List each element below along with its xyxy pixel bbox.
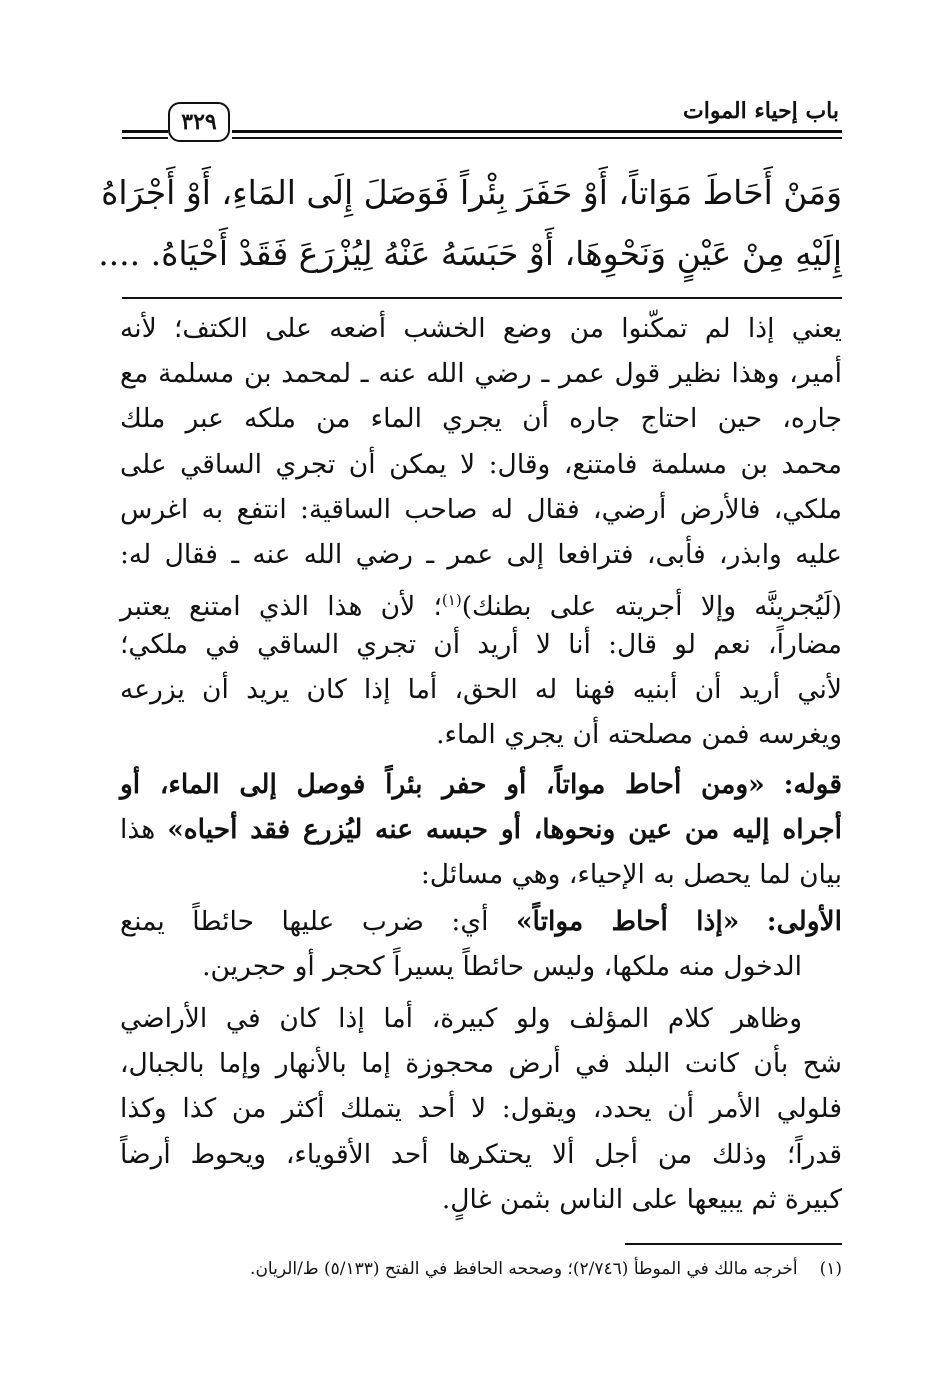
matn-separator [122, 297, 842, 299]
text-line: يعني إذا لم تمكّنوا من وضع الخشب أضعه على الكتف؛ لأنه [120, 313, 842, 344]
footnote-number: (١) [819, 1259, 842, 1279]
text-continuation: ؛ لأن هذا الذي امتنع يعتبر [120, 590, 442, 622]
footnote-reference[interactable]: (١) [441, 591, 462, 609]
header-rule-left-bottom [122, 137, 168, 139]
text-continuation: هذا [120, 814, 156, 845]
text-line: كبيرة ثم يبيعها على الناس بثمن غالٍ. [441, 1184, 842, 1215]
matn-line: إِلَيْهِ مِنْ عَيْنٍ وَنَحْوِهَا، أَوْ حَبَسَهُ عَنْهُ لِيُزْرَعَ فَقَدْ أَحْيَاهُ. .... [98, 234, 842, 273]
text-continuation: أي: ضرب عليها حائطاً يمنع [120, 906, 489, 937]
text-line: الدخول منه ملكها، وليس حائطاً يسيراً كحجر أو حجرين. [202, 951, 802, 982]
text-line: ويغرسه فمن مصلحته أن يجري الماء. [436, 719, 842, 750]
matn-quote: أجراه إليه من عين ونحوها، أو حبسه عنه ليُزرع فقد أحياه» [167, 814, 842, 845]
text-line: جاره، حين احتاج جاره أن يجري الماء من ملكه عبر ملك [120, 403, 842, 434]
quoted-text: (لَيُجرينَّه وإلا أجريته على بطنك) [461, 590, 842, 622]
header-rule-right-top [232, 130, 842, 133]
text-line: أمير، وهذا نظير قول عمر ـ رضي الله عنه ـ لمحمد بن مسلمة مع [120, 358, 842, 389]
text-line: وظاهر كلام المؤلف ولو كبيرة، أما إذا كان في الأراضي [120, 1003, 802, 1034]
matn-quote: «إذا أحاط مواتاً» [515, 906, 740, 937]
footnote-separator [625, 1243, 842, 1245]
qawluh-label: قوله: [783, 769, 842, 800]
text-line: قدراً؛ وذلك من أجل ألا يحتكرها أحد الأقوياء، ويحوط أرضاً [120, 1139, 842, 1170]
text-line: عليه وابذر، فأبى، فترافعا إلى عمر ـ رضي الله عنه ـ فقال له: [120, 539, 842, 570]
text-line: فلولي الأمر أن يحدد، ويقول: لا أحد يتملك أكثر من كذا وكذا [120, 1093, 842, 1124]
chapter-title: باب إحياء الموات [683, 98, 839, 124]
text-line [120, 905, 842, 939]
footnote [120, 1255, 842, 1283]
page-number: ٣٢٩ [168, 102, 230, 142]
text-line: محمد بن مسلمة فامتنع، وقال: لا يمكن أن تجري الساقي على [120, 449, 842, 480]
text-line [120, 768, 842, 802]
matn-line: وَمَنْ أَحَاطَ مَوَاتاً، أَوْ حَفَرَ بِئْراً فَوَصَلَ إِلَى المَاءِ، أَوْ أَجْرَاهُ [101, 173, 842, 212]
text-line: ملكي، فالأرض أرضي، فقال له صاحب الساقية: انتفع به اغرس [120, 494, 842, 525]
text-line: شح بأن كانت البلد في أرض محجوزة إما بالأنهار وإما بالجبال، [120, 1048, 842, 1079]
text-line: لأني أريد أن أبنيه فهنا له الحق، أما إذا كان يريد أن يزرعه [120, 674, 842, 705]
footnote-text: أخرجه مالك في الموطأ (٢/٧٤٦)؛ وصححه الحافظ في الفتح (٥/١٣٣) ط/الريان. [250, 1259, 798, 1279]
text-line: مضاراً، نعم لو قال: أنا لا أريد أن تجري الساقي في ملكي؛ [120, 629, 842, 660]
text-line: بيان لما يحصل به الإحياء، وهي مسائل: [420, 859, 842, 890]
matn-quote: «ومن أحاط مواتاً، أو حفر بئراً فوصل إلى الماء، أو [120, 769, 765, 800]
issue-label: الأولى: [766, 906, 842, 937]
header-rule-right-bottom [232, 137, 842, 139]
text-line [120, 813, 842, 847]
text-line-with-footnote [120, 583, 842, 624]
header-rule-left-top [122, 130, 168, 133]
